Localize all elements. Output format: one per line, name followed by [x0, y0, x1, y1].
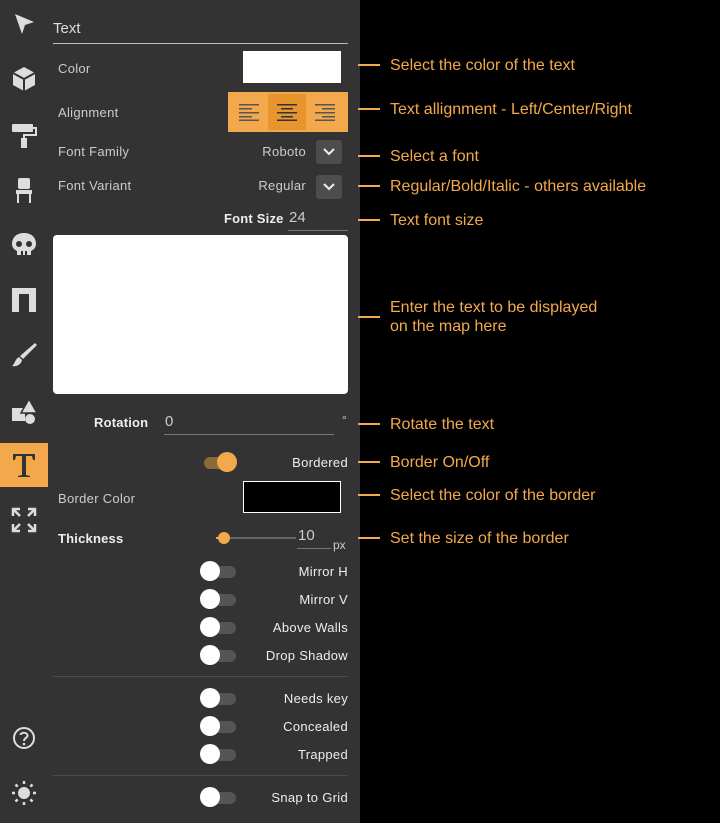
chair-tool-button[interactable]	[0, 168, 48, 212]
rotation-label: Rotation	[94, 415, 149, 430]
align-left-icon	[239, 103, 259, 121]
annotation-border-color: Select the color of the border	[358, 485, 595, 505]
help-circle-icon	[12, 726, 36, 750]
brush-icon	[10, 341, 38, 369]
tool-sidebar	[0, 0, 52, 823]
drop-shadow-toggle[interactable]	[200, 644, 238, 666]
concealed-toggle[interactable]	[200, 715, 238, 737]
annotation-font-size: Text font size	[358, 210, 483, 230]
thickness-input[interactable]: 10	[298, 527, 315, 544]
help-button[interactable]	[0, 716, 48, 760]
expand-arrows-icon	[10, 506, 38, 534]
font-family-dropdown[interactable]	[316, 140, 342, 164]
font-variant-value[interactable]: Regular	[258, 178, 306, 193]
chair-icon	[11, 176, 37, 204]
concealed-label: Concealed	[283, 719, 348, 734]
rotation-underline	[164, 434, 334, 435]
align-right-icon	[315, 103, 335, 121]
font-size-underline	[288, 230, 348, 231]
mirror-v-label: Mirror V	[299, 592, 348, 607]
thickness-label: Thickness	[58, 531, 124, 546]
skull-tool-button[interactable]	[0, 222, 48, 266]
annotation-alignment: Text allignment - Left/Center/Right	[358, 99, 632, 119]
bordered-toggle[interactable]	[200, 451, 238, 473]
paint-roller-tool-button[interactable]	[0, 113, 48, 157]
chevron-down-icon	[323, 183, 335, 191]
door-frame-icon	[10, 286, 38, 314]
annotation-font-family: Select a font	[358, 146, 479, 166]
text-color-swatch[interactable]	[243, 51, 341, 83]
annotation-text-content: Enter the text to be displayed on the map here	[358, 298, 597, 336]
shapes-icon	[10, 396, 38, 424]
align-center-icon	[277, 103, 297, 121]
align-center-button[interactable]	[268, 94, 306, 130]
annotation-bordered: Border On/Off	[358, 452, 489, 472]
border-color-swatch[interactable]	[243, 481, 341, 513]
alignment-label: Alignment	[58, 105, 119, 120]
needs-key-toggle[interactable]	[200, 687, 238, 709]
paint-roller-icon	[10, 121, 38, 149]
font-family-label: Font Family	[58, 144, 130, 159]
cursor-arrow-icon	[11, 11, 37, 37]
font-family-value[interactable]: Roboto	[262, 144, 306, 159]
above-walls-toggle[interactable]	[200, 616, 238, 638]
font-variant-label: Font Variant	[58, 178, 132, 193]
rotation-unit: °	[342, 413, 347, 427]
panel-title: Text	[53, 20, 81, 37]
border-color-label: Border Color	[58, 491, 136, 506]
alignment-button-group	[228, 92, 348, 132]
thickness-slider-thumb[interactable]	[218, 532, 230, 544]
thickness-unit: px	[333, 538, 346, 552]
mirror-h-toggle[interactable]	[200, 560, 238, 582]
bordered-label: Bordered	[292, 455, 348, 470]
sun-icon	[11, 780, 37, 806]
mirror-h-label: Mirror H	[298, 564, 348, 579]
chevron-down-icon	[323, 148, 335, 156]
cube-tool-button[interactable]	[0, 57, 48, 101]
expand-tool-button[interactable]	[0, 498, 48, 542]
brightness-button[interactable]	[0, 771, 48, 815]
text-tool-button[interactable]	[0, 443, 48, 487]
text-properties-panel	[52, 0, 360, 823]
door-tool-button[interactable]	[0, 278, 48, 322]
skull-icon	[10, 231, 38, 257]
annotation-text-color: Select the color of the text	[358, 55, 575, 75]
rotation-input[interactable]: 0	[165, 413, 174, 430]
font-size-input[interactable]: 24	[289, 209, 306, 226]
font-variant-dropdown[interactable]	[316, 175, 342, 199]
snap-to-grid-label: Snap to Grid	[271, 790, 348, 805]
trapped-label: Trapped	[297, 747, 348, 762]
panel-divider	[53, 676, 348, 677]
shapes-tool-button[interactable]	[0, 388, 48, 432]
drop-shadow-label: Drop Shadow	[265, 648, 348, 663]
font-size-label: Font Size	[224, 211, 284, 226]
color-label: Color	[58, 61, 91, 76]
annotation-font-variant: Regular/Bold/Italic - others available	[358, 176, 646, 196]
mirror-v-toggle[interactable]	[200, 588, 238, 610]
title-underline	[53, 43, 348, 44]
text-t-icon	[9, 450, 39, 480]
above-walls-label: Above Walls	[272, 620, 348, 635]
snap-to-grid-toggle[interactable]	[200, 786, 238, 808]
select-tool-button[interactable]	[0, 2, 48, 46]
needs-key-label: Needs key	[283, 691, 348, 706]
align-right-button[interactable]	[306, 94, 344, 130]
annotation-thickness: Set the size of the border	[358, 528, 569, 548]
align-left-button[interactable]	[230, 94, 268, 130]
thickness-underline	[297, 548, 331, 549]
panel-divider	[53, 775, 348, 776]
text-content-input[interactable]	[53, 235, 348, 394]
trapped-toggle[interactable]	[200, 743, 238, 765]
annotation-rotation: Rotate the text	[358, 414, 494, 434]
brush-tool-button[interactable]	[0, 333, 48, 377]
cube-icon	[10, 65, 38, 93]
